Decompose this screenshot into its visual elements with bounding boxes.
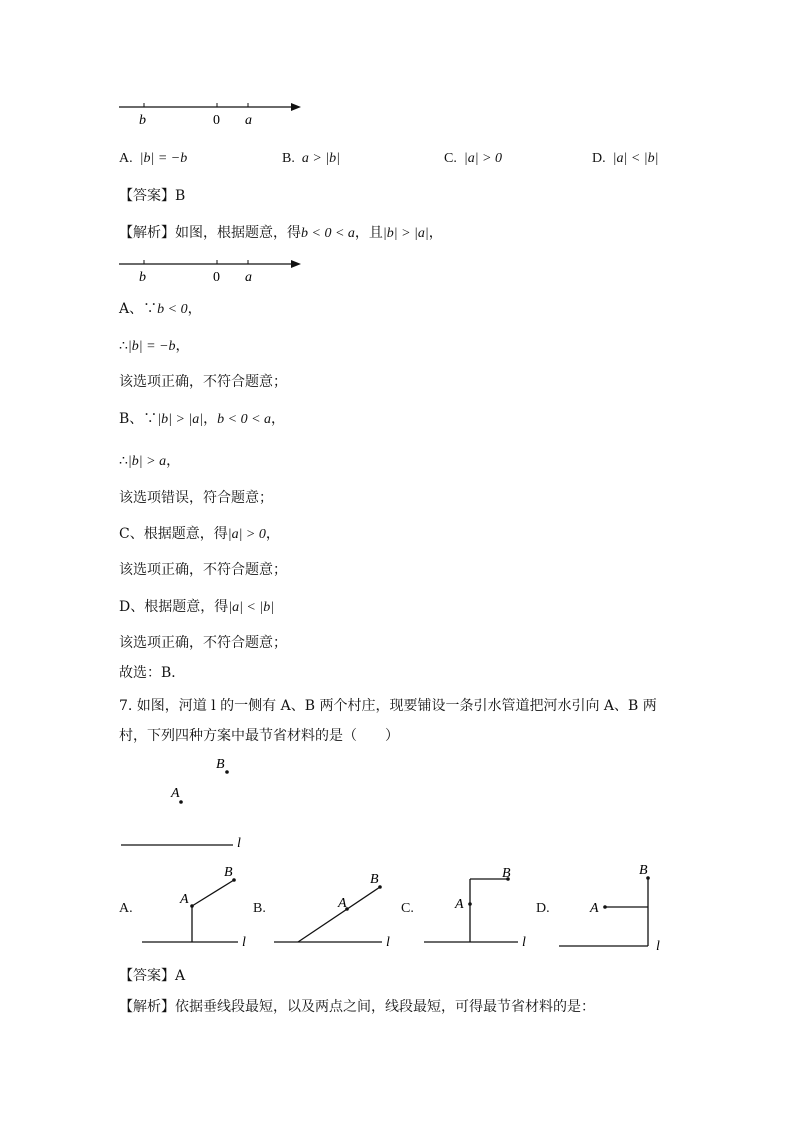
- svg-text:B: B: [224, 865, 233, 880]
- nl2-label-a: a: [245, 270, 252, 285]
- answer-7: 【答案】A: [119, 968, 186, 984]
- svg-text:l: l: [237, 836, 241, 851]
- q7-option-c-figure: [420, 862, 550, 952]
- analysis-line-9: D、根据题意，得|a| < |b|: [119, 599, 275, 615]
- svg-text:A: A: [180, 892, 189, 907]
- q7-option-b-figure: [270, 862, 400, 952]
- option-c-expr: |a| > 0: [463, 151, 502, 166]
- analysis-line-5: ∴|b| > a，: [119, 453, 181, 469]
- svg-text:B: B: [370, 872, 379, 887]
- svg-text:A: A: [455, 897, 464, 912]
- q7-option-a-figure: [138, 862, 258, 952]
- svg-text:A: A: [171, 786, 180, 801]
- q7-option-d-figure: [555, 860, 685, 955]
- analysis-line-3: 该选项正确，不符合题意；: [119, 374, 287, 390]
- analysis-line-4: B、∵|b| > |a|，b < 0 < a，: [119, 411, 286, 427]
- number-line-1: [115, 97, 315, 127]
- analysis-6-intro: 【解析】如图，根据题意，得b < 0 < a，且|b| > |a|，: [119, 225, 443, 241]
- nl2-label-b: b: [139, 270, 146, 285]
- point-b: [225, 770, 229, 774]
- analysis-line-6: 该选项错误，符合题意；: [119, 490, 273, 506]
- nl1-label-zero: 0: [213, 113, 220, 128]
- analysis-conclusion: 故选：B．: [119, 665, 186, 681]
- analysis-line-8: 该选项正确，不符合题意；: [119, 562, 287, 578]
- question-7-line-2: 村，下列四种方案中最节省材料的是（ ）: [119, 728, 399, 744]
- analysis-line-10: 该选项正确，不符合题意；: [119, 635, 287, 651]
- q7-option-b-label: B.: [253, 901, 266, 916]
- svg-text:B: B: [639, 863, 648, 878]
- svg-text:B: B: [216, 757, 225, 772]
- svg-text:l: l: [656, 939, 660, 954]
- q7-option-c-label: C.: [401, 901, 414, 916]
- answer-6: 【答案】B: [119, 188, 186, 204]
- svg-text:l: l: [386, 935, 390, 950]
- svg-text:A: A: [338, 896, 347, 911]
- analysis-line-1: A、∵b < 0，: [119, 301, 202, 317]
- q7-option-a-label: A.: [119, 901, 133, 916]
- option-d-expr: |a| < |b|: [612, 151, 659, 166]
- option-a-expr: |b| = −b: [139, 151, 188, 166]
- question-7-line-1: 7. 如图，河道 l 的一侧有 A、B 两个村庄，现要铺设一条引水管道把河水引向 A、B 两: [119, 698, 657, 714]
- nl1-label-b: b: [139, 113, 146, 128]
- svg-text:A: A: [590, 901, 599, 916]
- nl1-label-a: a: [245, 113, 252, 128]
- q7-option-d-label: D.: [536, 901, 550, 916]
- svg-text:l: l: [522, 935, 526, 950]
- nl2-label-zero: 0: [213, 270, 220, 285]
- option-d: D. |a| < |b|: [592, 151, 659, 166]
- analysis-line-7: C、根据题意，得|a| > 0，: [119, 526, 280, 542]
- svg-text:B: B: [502, 866, 511, 881]
- option-b-expr: a > |b|: [301, 151, 340, 166]
- question-7-figure: [115, 755, 265, 855]
- analysis-7: 【解析】依据垂线段最短，以及两点之间，线段最短，可得最节省材料的是：: [119, 999, 595, 1015]
- svg-text:l: l: [242, 935, 246, 950]
- option-a: A. |b| = −b: [119, 151, 188, 166]
- point-a: [179, 800, 183, 804]
- option-b: B. a > |b|: [282, 151, 340, 166]
- analysis-line-2: ∴|b| = −b，: [119, 338, 190, 354]
- number-line-2: [115, 254, 315, 284]
- option-c: C. |a| > 0: [444, 151, 502, 166]
